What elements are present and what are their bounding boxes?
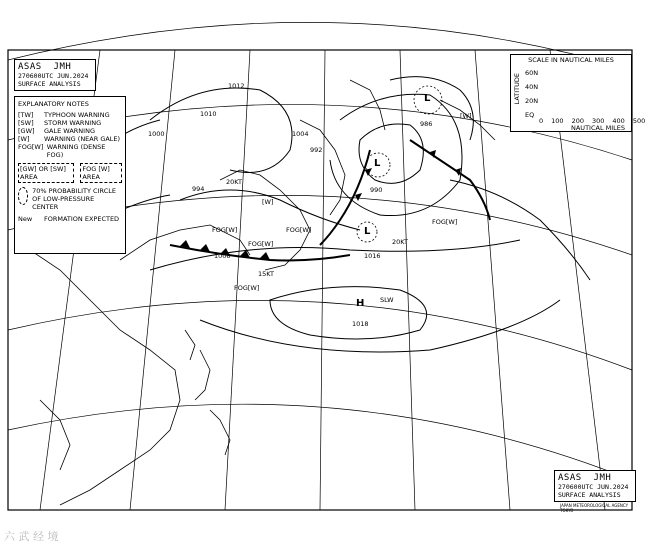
movement-note: SLW [380,296,394,304]
isobar-label: 1000 [148,130,165,138]
isobar-label: 1012 [228,82,245,90]
speed-label: 20KT [226,178,242,186]
isobar-label: 1010 [200,110,217,118]
footer-code: ASAS [558,473,582,483]
fog-warning: FOG[W] [432,218,458,226]
footer-station: JMH [593,473,612,483]
prob-circle-icon [18,187,28,205]
high-center: H [356,298,365,309]
header-station: JMH [53,62,72,72]
near-gale-warning: [W] [262,198,274,206]
scale-lat-tick: 60N [525,69,539,77]
scale-title: SCALE IN NAUTICAL MILES [528,56,614,64]
notes-key: [W] [18,135,30,143]
new-key: New [18,215,33,223]
notes-key: FOG[W] [18,143,44,151]
isobar-label: 992 [310,146,323,154]
isobar-label: 1004 [292,130,309,138]
isobar-label: 1016 [364,252,381,260]
footer-title: SURFACE ANALYSIS [558,491,621,499]
footer-title-box [554,470,636,502]
isobar-label: 990 [370,186,383,194]
scale-x-label: NAUTICAL MILES [571,124,626,132]
footer-datetime: 270600UTC JUN.2024 [558,483,629,491]
fog-area-legend: FOG [W] AREA [80,163,122,183]
fog-warning: FOG[W] [212,226,238,234]
scale-x-tick: 100 [551,117,564,125]
isobar-label: 986 [420,120,433,128]
fog-warning: FOG[W] [248,240,274,248]
header-datetime: 270600UTC JUN.2024 [18,72,89,80]
title-box [14,59,96,91]
notes-text: STORM WARNING [44,119,102,127]
scale-lat-label: LATITUDE [513,73,521,105]
notes-heading: EXPLANATORY NOTES [18,100,89,108]
notes-key: [GW] [18,127,35,135]
isobar-label: 1008 [214,252,231,260]
scale-lat-tick: EQ [525,111,535,119]
notes-text: WARNING (NEAR GALE) [44,135,121,143]
scale-lat-tick: 40N [525,83,539,91]
scale-box [510,54,645,132]
scale-x-tick: 0 [539,117,544,125]
scale-x-tick: 400 [612,117,625,125]
gale-area-legend: [GW] OR [SW] AREA [18,163,74,183]
scale-lat-tick: 20N [525,97,539,105]
header-code: ASAS [18,62,42,72]
header-title: SURFACE ANALYSIS [18,80,81,88]
explanatory-notes [14,96,126,254]
isobar-label: 1018 [352,320,369,328]
fog-warning: FOG[W] [234,284,260,292]
notes-text: WARNING (DENSE FOG) [46,143,106,159]
notes-key: [SW] [18,119,34,127]
scale-x-tick: 500 [632,117,645,125]
agency-label: JAPAN METEOROLOGICAL AGENCY TOKYO [560,503,629,513]
notes-text: TYPHOON WARNING [44,111,110,119]
scale-x-tick: 200 [571,117,584,125]
new-text: FORMATION EXPECTED [44,215,120,223]
speed-label: 15KT [258,270,274,278]
notes-text: GALE WARNING [44,127,95,135]
fog-warning: FOG[W] [286,226,312,234]
low-center: L [364,226,371,237]
prob-circle-text: 70% PROBABILITY CIRCLE OF LOW-PRESSURE CENTER [32,187,116,211]
scale-x-tick: 300 [591,117,605,125]
near-gale-warning: [W] [460,112,472,120]
isobar-label: 994 [192,185,205,193]
notes-key: [TW] [18,111,34,119]
watermark: 六 武 经 境 [4,530,59,543]
low-center: L [424,93,431,104]
low-center: L [374,158,381,169]
speed-label: 20KT [392,238,408,246]
